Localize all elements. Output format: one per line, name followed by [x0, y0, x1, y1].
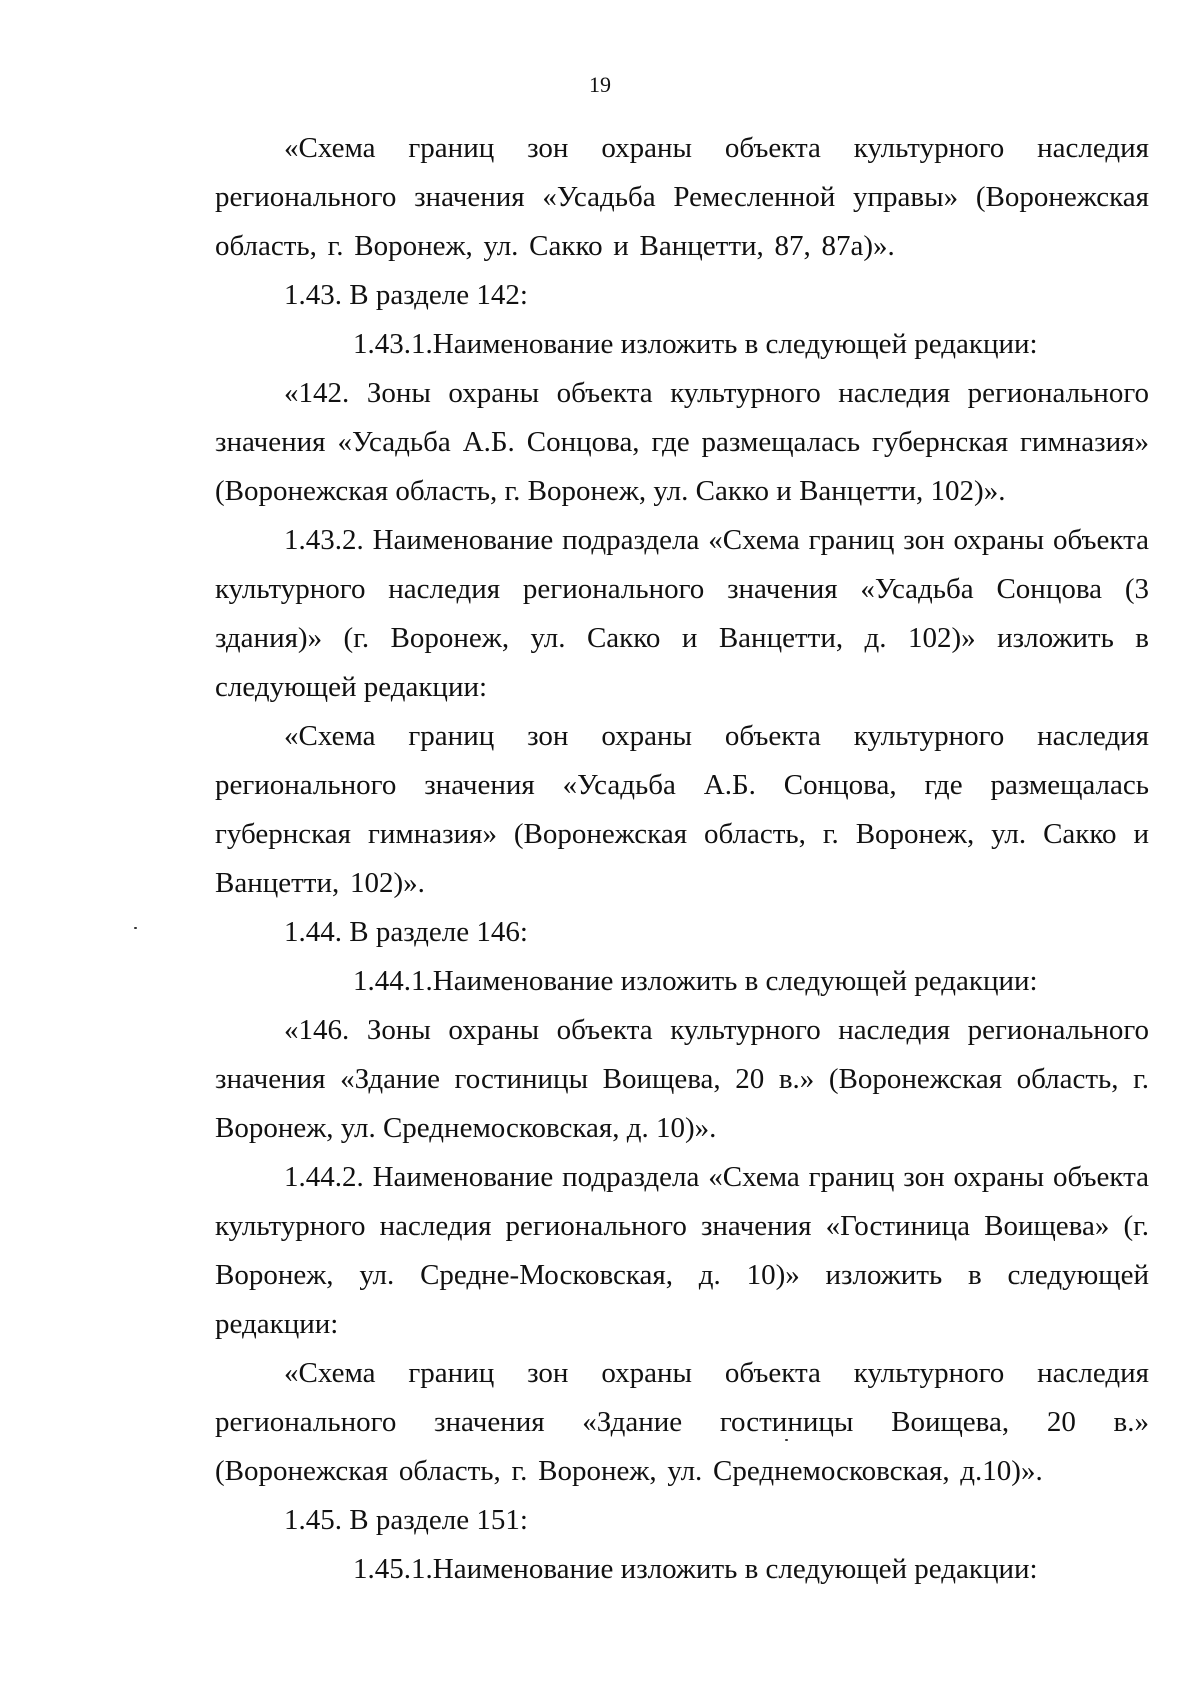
document-body [215, 124, 1149, 1594]
clause-1-44 [215, 908, 1149, 957]
clause-1-45 [215, 1496, 1149, 1545]
paragraph-clause-1-43-2: 1.43.2. Наименование подраздела «Схема границ зон охраны объекта культурного наследия регионального значения «Усадьба Сонцова (3 здания)» (г. Воронеж, ул. Сакко и Ванцетти, д. 102)» изложить в следующей редакции: [215, 524, 1149, 703]
paragraph-clause-1-44-2: 1.44.2. Наименование подраздела «Схема границ зон охраны объекта культурного наследия регионального значения «Гостиница Воищева» (г. Воронеж, ул. Средне-Московская, д. 10)» изложить в следующей редакции: [215, 1161, 1149, 1340]
page-number: 19 [589, 72, 611, 97]
clause-number: 1.45.1. [353, 1553, 433, 1585]
scan-speck [785, 1439, 788, 1441]
clause-number: 1.45. [284, 1504, 342, 1536]
clause-number: 1.44. [284, 916, 342, 948]
clause-number: 1.44.1. [353, 965, 433, 997]
scan-speck [134, 927, 137, 929]
clause-text: В разделе 151: [349, 1504, 528, 1536]
clause-text: Наименование изложить в следующей редакции: [432, 328, 1038, 360]
clause-number: 1.43.1. [353, 328, 433, 360]
clause-text: Наименование изложить в следующей редакции: [432, 1553, 1038, 1585]
paragraph-section-146-title: «146. Зоны охраны объекта культурного наследия регионального значения «Здание гостиницы Воищева, 20 в.» (Воронежская область, г. Воронеж, ул. Среднемосковская, д. 10)». [215, 1014, 1149, 1144]
paragraph-section-142-title: «142. Зоны охраны объекта культурного наследия регионального значения «Усадьба А.Б. Сонцова, где размещалась губернская гимназия» (Воронежская область, г. Воронеж, ул. Сакко и Ванцетти, 102)». [215, 377, 1149, 507]
clause-1-45-1 [215, 1545, 1149, 1594]
paragraph-scheme-sontsov: «Схема границ зон охраны объекта культурного наследия регионального значения «Усадьба А.Б. Сонцова, где размещалась губернская гимназия» (Воронежская область, г. Воронеж, ул. Сакко и Ванцетти, 102)». [215, 720, 1149, 899]
clause-1-43 [215, 271, 1149, 320]
clause-text: В разделе 142: [349, 279, 528, 311]
clause-1-43-1 [215, 320, 1149, 369]
clause-number: 1.43. [284, 279, 342, 311]
paragraph-scheme-voishchev: «Схема границ зон охраны объекта культурного наследия регионального значения «Здание гостиницы Воищева, 20 в.» (Воронежская область, г. Воронеж, ул. Среднемосковская, д.10)». [215, 1357, 1149, 1487]
clause-text: Наименование изложить в следующей редакции: [432, 965, 1038, 997]
paragraph-scheme-craft-council: «Схема границ зон охраны объекта культурного наследия регионального значения «Усадьба Ремесленной управы» (Воронежская область, г. Воронеж, ул. Сакко и Ванцетти, 87, 87а)». [215, 132, 1149, 262]
clause-1-44-1 [215, 957, 1149, 1006]
clause-text: В разделе 146: [349, 916, 528, 948]
